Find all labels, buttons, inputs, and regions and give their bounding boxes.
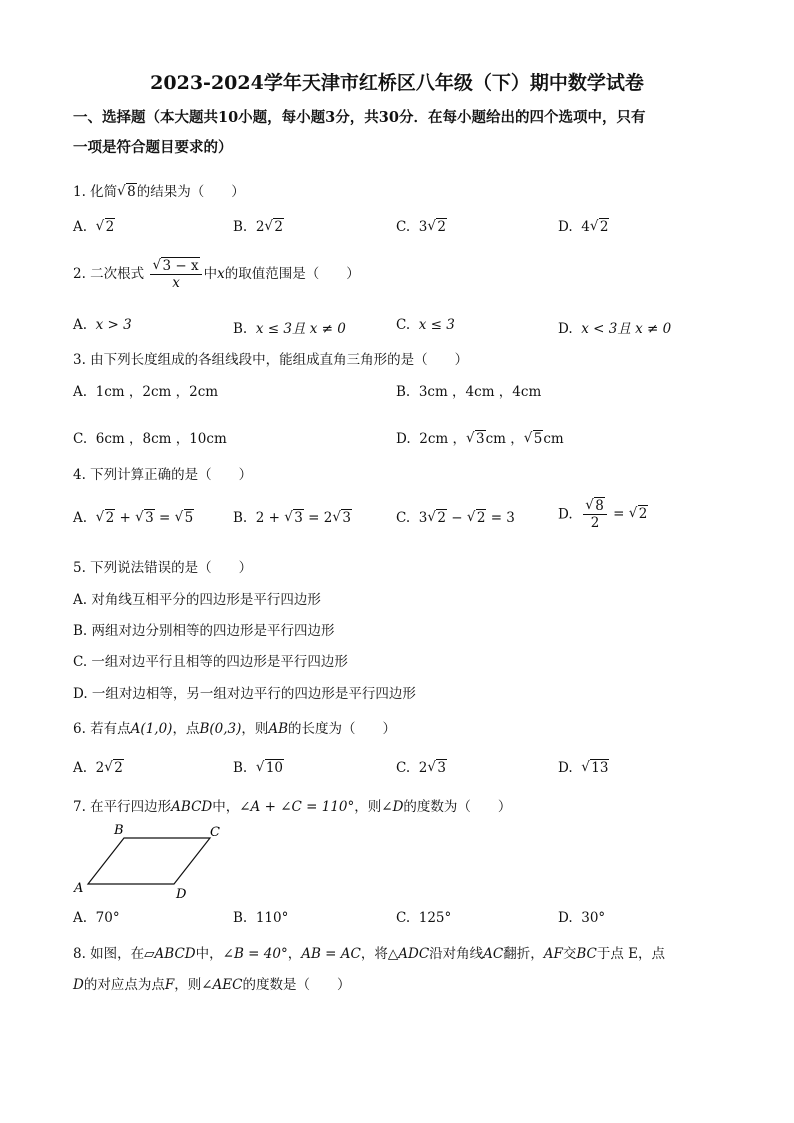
option-text: 110°	[255, 910, 289, 926]
q6-stem-a: 6. 若有点	[73, 721, 131, 737]
question-8-line1	[73, 942, 665, 962]
parallelogram-shape	[88, 838, 210, 884]
q7-stem-c: ，则	[354, 799, 382, 815]
option-label: C.	[396, 910, 411, 926]
option-text: 6cm ，8cm ，10cm	[95, 431, 227, 447]
radical	[256, 760, 284, 776]
q7-parallelogram: ABCD	[171, 799, 213, 815]
option-label: B.	[396, 384, 411, 400]
option-label: B.	[233, 760, 248, 776]
q6-stem-d: 的长度为（ ）	[288, 721, 397, 737]
radical: √ 2	[427, 510, 447, 526]
vertex-label-d: D	[176, 887, 187, 902]
q8-text: 的度数是（ ）	[242, 977, 351, 993]
q8-text: ，则	[174, 977, 202, 993]
option-label: C.	[73, 431, 88, 447]
q6-segment: AB	[268, 721, 289, 737]
question-5: 5. 下列说法错误的是（ ）	[73, 560, 253, 576]
radical: √ 8	[585, 498, 605, 514]
q8-point-f: F	[164, 977, 175, 993]
q1-option-d[interactable]	[558, 219, 609, 235]
q1-prefix: 1. 化简	[73, 184, 118, 200]
q8-text: 中，	[195, 946, 223, 962]
q1-radicand: 8	[127, 184, 136, 200]
q8-parallelogram: ▱ABCD	[144, 946, 196, 962]
q8-text: 的对应点为点	[83, 977, 165, 993]
section-heading-line1: 一、选择题（本大题共10小题，每小题3分，共30分．在每小题给出的四个选项中，只有	[73, 109, 646, 126]
option-label: D.	[558, 219, 573, 235]
option-label: D.	[558, 760, 573, 776]
option-text: 70°	[95, 910, 120, 926]
radicand: 2	[599, 219, 609, 235]
radical	[152, 258, 199, 274]
vertex-label-b: B	[114, 823, 124, 838]
q1-option-a[interactable]	[73, 219, 115, 235]
option-coef: 4	[581, 219, 590, 235]
radical	[427, 760, 447, 776]
q2-prefix: 2. 二次根式	[73, 266, 145, 282]
question-7	[73, 795, 511, 815]
q2-option-d[interactable]	[558, 317, 671, 337]
option-label: D.	[558, 506, 573, 523]
radicand: 3 − x	[162, 258, 199, 274]
q2-var: x	[217, 266, 225, 282]
option-text: 125°	[418, 910, 452, 926]
option-text: x ≤ 3	[418, 317, 455, 333]
option-coef: 2	[418, 760, 428, 776]
q3-option-c[interactable]	[73, 427, 227, 447]
q8-triangle: △ADC	[387, 946, 430, 962]
q8-point-d: D	[73, 977, 84, 993]
option-text: x ≤ 3且 x ≠ 0	[255, 321, 346, 337]
q3-option-d[interactable]	[396, 427, 564, 447]
option-label: B.	[233, 910, 248, 926]
question-1	[73, 180, 245, 200]
radical: √ 5	[175, 510, 195, 526]
option-label: C.	[396, 760, 411, 776]
q7-stem-a: 7. 在平行四边形	[73, 799, 172, 815]
q7-option-c[interactable]	[396, 910, 451, 926]
option-text: x > 3	[95, 317, 132, 333]
q3-option-b[interactable]	[396, 380, 541, 400]
option-label: B.	[233, 321, 248, 337]
q8-text: ，将	[360, 946, 388, 962]
radical	[466, 431, 486, 447]
q5-option-c[interactable]: C. 一组对边平行且相等的四边形是平行四边形	[73, 654, 348, 670]
radicand: 2	[105, 219, 115, 235]
option-label: D.	[396, 431, 411, 447]
q8-text: ，	[287, 946, 302, 962]
radical: √ 3	[284, 510, 304, 526]
q1-radical	[117, 184, 137, 200]
radical: √ 2	[629, 506, 649, 522]
q2-option-b[interactable]	[233, 317, 346, 337]
option-label: C.	[396, 219, 411, 235]
q5-option-d[interactable]: D. 一组对边相等，另一组对边平行的四边形是平行四边形	[73, 686, 416, 702]
q6-option-a[interactable]	[73, 760, 124, 776]
q5-option-a[interactable]: A. 对角线互相平分的四边形是平行四边形	[73, 592, 321, 608]
radicand: 5	[533, 431, 543, 447]
q8-text: 于点 E，点	[596, 946, 666, 962]
q6-point-a: A(1,0)	[130, 721, 173, 737]
q1-suffix: 的结果为（ ）	[136, 184, 245, 200]
q7-condition: ∠A + ∠C = 110°	[239, 799, 355, 815]
q6-option-c[interactable]	[396, 760, 447, 776]
radicand: 2	[114, 760, 123, 776]
q7-option-a[interactable]	[73, 910, 120, 926]
option-label: A.	[73, 510, 88, 526]
question-2	[73, 258, 360, 291]
q1-option-c[interactable]	[396, 219, 447, 235]
question-6	[73, 717, 396, 737]
option-label: C.	[396, 317, 411, 333]
q7-angle: ∠D	[381, 799, 404, 815]
option-label: C.	[396, 510, 411, 526]
question-4: 4. 下列计算正确的是（ ）	[73, 467, 253, 483]
option-coef: 3	[418, 219, 428, 235]
section-heading	[73, 103, 723, 163]
q1-option-b[interactable]	[233, 219, 284, 235]
q6-stem-c: ，则	[241, 721, 269, 737]
option-text: x < 3且 x ≠ 0	[581, 321, 672, 337]
q4-option-a[interactable]: A. √ 2 + √ 3 = √ 5	[73, 510, 194, 526]
radical	[581, 760, 609, 776]
option-label: A.	[73, 910, 88, 926]
q3-option-a[interactable]	[73, 380, 218, 400]
q7-option-b[interactable]	[233, 910, 288, 926]
radical	[524, 431, 544, 447]
q4-option-d[interactable]: D. √ $\frac{8}{2}$ = √ 2	[558, 498, 648, 531]
q2-denominator: x	[172, 275, 180, 291]
q4-option-c[interactable]: C. 3√ 2 − √ 2 = 3	[396, 510, 515, 526]
option-text: 3cm ，4cm ，4cm	[418, 384, 542, 400]
q5-option-b[interactable]: B. 两组对边分别相等的四边形是平行四边形	[73, 623, 335, 639]
radicand: 2	[437, 219, 446, 235]
q7-stem-b: 中，	[212, 799, 240, 815]
vertex-label-a: A	[74, 881, 84, 896]
radical	[590, 219, 610, 235]
radical: √ 2	[467, 510, 487, 526]
option-label: A.	[73, 317, 88, 333]
option-text-mid: cm ，	[485, 431, 524, 447]
fraction: √ $\frac{8}{2}$	[583, 498, 607, 531]
parallelogram-figure	[70, 820, 230, 902]
vertex-label-c: C	[210, 825, 220, 840]
q4-option-b[interactable]: B. 2 + √ 3 = 2√ 3	[233, 510, 352, 526]
option-coef: 2	[255, 219, 265, 235]
option-text-pre: 2cm ，	[419, 431, 466, 447]
q6-point-b: B(0,3)	[199, 721, 242, 737]
radical: √ 2	[96, 510, 116, 526]
q8-text: 8. 如图，在	[73, 946, 145, 962]
question-3: 3. 由下列长度组成的各组线段中，能组成直角三角形的是（ ）	[73, 352, 469, 368]
q6-stem-b: ，点	[172, 721, 200, 737]
q7-stem-d: 的度数为（ ）	[403, 799, 512, 815]
option-label: B.	[233, 510, 248, 526]
q8-condition-1: ∠B = 40°	[222, 946, 288, 962]
q2-suffix: 的取值范围是（ ）	[224, 266, 360, 282]
q7-option-d[interactable]	[558, 910, 605, 926]
radical	[104, 760, 124, 776]
radicand: 10	[265, 760, 283, 776]
radical	[264, 219, 284, 235]
q8-segment-af: AF	[543, 946, 563, 962]
option-label: A.	[73, 384, 88, 400]
radical	[427, 219, 447, 235]
option-label: D.	[558, 910, 573, 926]
question-8-line2	[73, 973, 350, 993]
q8-text: 翻折，	[503, 946, 544, 962]
section-heading-line2: 一项是符合题目要求的）	[73, 139, 233, 156]
q6-option-d[interactable]	[558, 760, 609, 776]
radical: √ 3	[135, 510, 155, 526]
q2-option-a[interactable]	[73, 317, 132, 333]
option-text: 30°	[581, 910, 606, 926]
q2-fraction	[150, 258, 201, 291]
option-label: A.	[73, 760, 88, 776]
q8-angle: ∠AEC	[201, 977, 243, 993]
option-coef: 2	[95, 760, 105, 776]
option-label: D.	[558, 321, 573, 337]
q8-text: 沿对角线	[429, 946, 484, 962]
option-label: A.	[73, 219, 88, 235]
radicand: 2	[274, 219, 283, 235]
q6-option-b[interactable]	[233, 760, 284, 776]
q8-condition-2: AB = AC	[301, 946, 361, 962]
option-text: 1cm ，2cm ，2cm	[95, 384, 219, 400]
radical: √ 3	[332, 510, 352, 526]
radicand: 13	[591, 760, 609, 776]
q8-segment-bc: BC	[576, 946, 597, 962]
q8-text: 交	[562, 946, 577, 962]
radicand: 3	[437, 760, 446, 776]
q2-suffix-pre: 中	[203, 266, 218, 282]
option-text-post: cm	[543, 431, 564, 447]
radical	[96, 219, 116, 235]
page-title: 2023-2024学年天津市红桥区八年级（下）期中数学试卷	[150, 72, 644, 94]
radicand: 3	[475, 431, 485, 447]
q2-option-c[interactable]	[396, 317, 455, 333]
option-label: B.	[233, 219, 248, 235]
q8-diagonal: AC	[483, 946, 504, 962]
